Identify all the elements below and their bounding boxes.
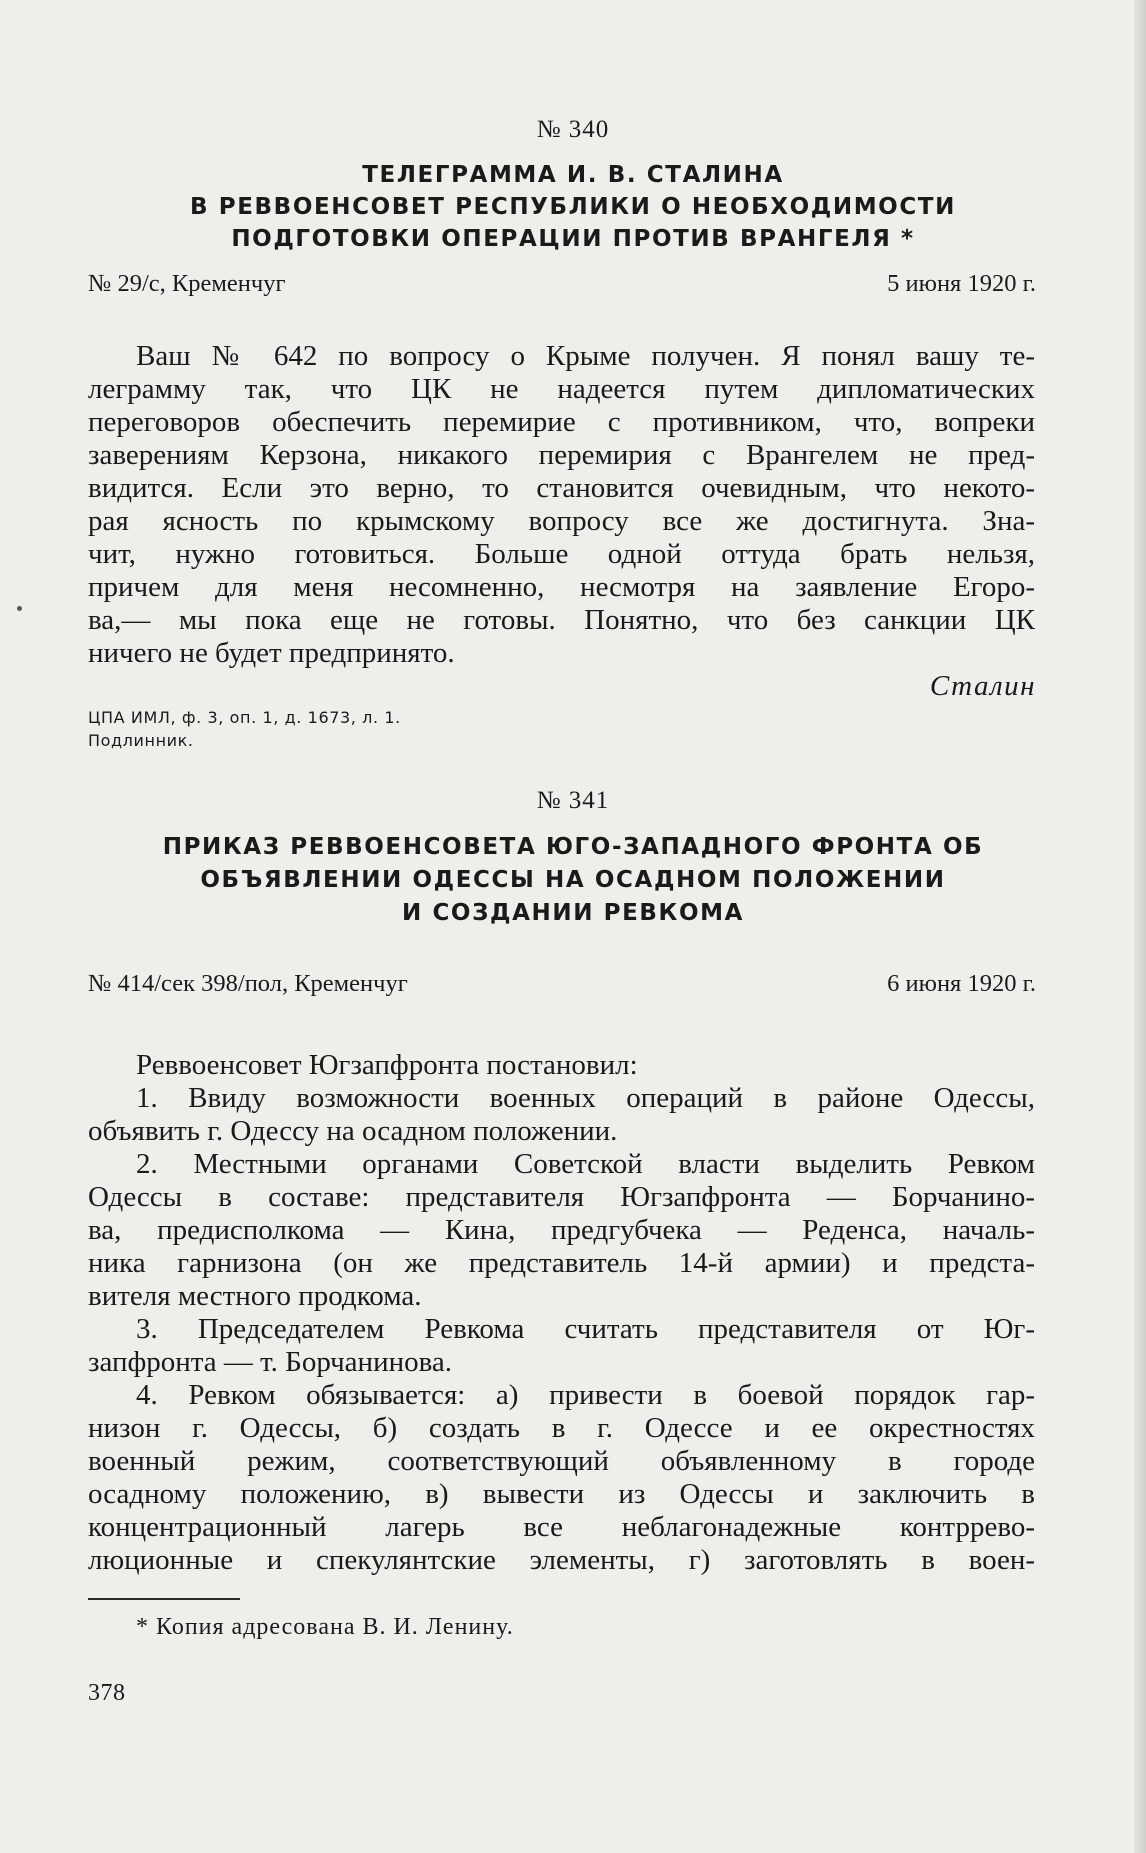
doc-340-signature: Сталин — [929, 670, 1036, 702]
doc-341-body-line: осадному положению, в) вывести из Одессы и заключить в — [88, 1478, 1035, 1510]
doc-340-body-line: видится. Если это верно, то становится очевидным, что некото- — [88, 472, 1035, 504]
doc-341-body-line: люционные и спекулянтские элементы, г) заготовлять в воен- — [88, 1544, 1035, 1576]
doc-341-reference: № 414/сек 398/пол, Кременчуг — [88, 970, 408, 997]
doc-340-original-note: Подлинник. — [88, 731, 194, 750]
doc-340-date: 5 июня 1920 г. — [887, 270, 1036, 297]
footnote-divider — [88, 1598, 240, 1600]
doc-341-body-line: концентрационный лагерь все неблагонадежные контррево- — [88, 1511, 1035, 1543]
doc-341-body-line: Реввоенсовет Югзапфронта постановил: — [136, 1049, 638, 1081]
doc-340-body-line: ничего не будет предпринято. — [88, 637, 455, 669]
doc-340-title-line: ТЕЛЕГРАММА И. В. СТАЛИНА — [362, 162, 784, 188]
doc-340-archive-source: ЦПА ИМЛ, ф. 3, оп. 1, д. 1673, л. 1. — [88, 708, 401, 727]
doc-341-body-line: 4. Ревком обязывается: а) привести в боевой порядок гар- — [136, 1379, 1035, 1411]
doc-340-title-line: ПОДГОТОВКИ ОПЕРАЦИИ ПРОТИВ ВРАНГЕЛЯ * — [231, 226, 915, 252]
doc-341-body-line: запфронта — т. Борчанинова. — [88, 1346, 453, 1378]
doc-341-body-line: 1. Ввиду возможности военных операций в районе Одессы, — [136, 1082, 1035, 1114]
doc-341-body-line: объявить г. Одессу на осадном положении. — [88, 1115, 618, 1147]
doc-340-title-line: В РЕВВОЕНСОВЕТ РЕСПУБЛИКИ О НЕОБХОДИМОСТИ — [190, 194, 956, 220]
doc-341-body-line: ва, предисполкома — Кина, предгубчека — Реденса, началь- — [88, 1214, 1035, 1246]
doc-340-body-line: Ваш № 642 по вопросу о Крыме получен. Я понял вашу те- — [136, 340, 1035, 372]
doc-341-body-line: Одессы в составе: представителя Югзапфронта — Борчанино- — [88, 1181, 1035, 1213]
doc-341-body-line: 2. Местными органами Советской власти выделить Ревком — [136, 1148, 1035, 1180]
ink-speck — [17, 606, 22, 611]
doc-341-title-line: И СОЗДАНИИ РЕВКОМА — [401, 900, 744, 926]
doc-341-title-line: ОБЪЯВЛЕНИИ ОДЕССЫ НА ОСАДНОМ ПОЛОЖЕНИИ — [200, 867, 946, 893]
doc-340-reference: № 29/с, Кременчуг — [88, 270, 286, 297]
doc-340-body-line: леграмму так, что ЦК не надеется путем дипломатических — [88, 373, 1035, 405]
doc-340-body-line: чит, нужно готовиться. Больше одной оттуда брать нельзя, — [88, 538, 1035, 570]
doc-341-body-line: вителя местного продкома. — [88, 1280, 422, 1312]
doc-341-title-line: ПРИКАЗ РЕВВОЕНСОВЕТА ЮГО-ЗАПАДНОГО ФРОНТА ОБ — [162, 834, 984, 860]
doc-341-number: № 341 — [536, 787, 610, 814]
doc-341-date: 6 июня 1920 г. — [887, 970, 1036, 997]
doc-340-body-line: рая ясность по крымскому вопросу все же достигнута. Зна- — [88, 505, 1035, 537]
page-number: 378 — [88, 1680, 126, 1706]
doc-341-body-line: военный режим, соответствующий объявленному в городе — [88, 1445, 1035, 1477]
page-spine-shadow — [1134, 0, 1146, 1853]
doc-340-body-line: переговоров обеспечить перемирие с противником, что, вопреки — [88, 406, 1035, 438]
doc-340-body-line: причем для меня несомненно, несмотря на заявление Егоро- — [88, 571, 1035, 603]
doc-341-body-line: 3. Председателем Ревкома считать представителя от Юг- — [136, 1313, 1035, 1345]
doc-340-number: № 340 — [536, 116, 610, 143]
doc-341-body-line: ника гарнизона (он же представитель 14-й армии) и предста- — [88, 1247, 1035, 1279]
doc-340-body-line: ва,— мы пока еще не готовы. Понятно, что без санкции ЦК — [88, 604, 1035, 636]
doc-341-body-line: низон г. Одессы, б) создать в г. Одессе и ее окрестностях — [88, 1412, 1035, 1444]
footnote: * Копия адресована В. И. Ленину. — [136, 1614, 514, 1640]
doc-340-body-line: заверениям Керзона, никакого перемирия с Врангелем не пред- — [88, 439, 1035, 471]
